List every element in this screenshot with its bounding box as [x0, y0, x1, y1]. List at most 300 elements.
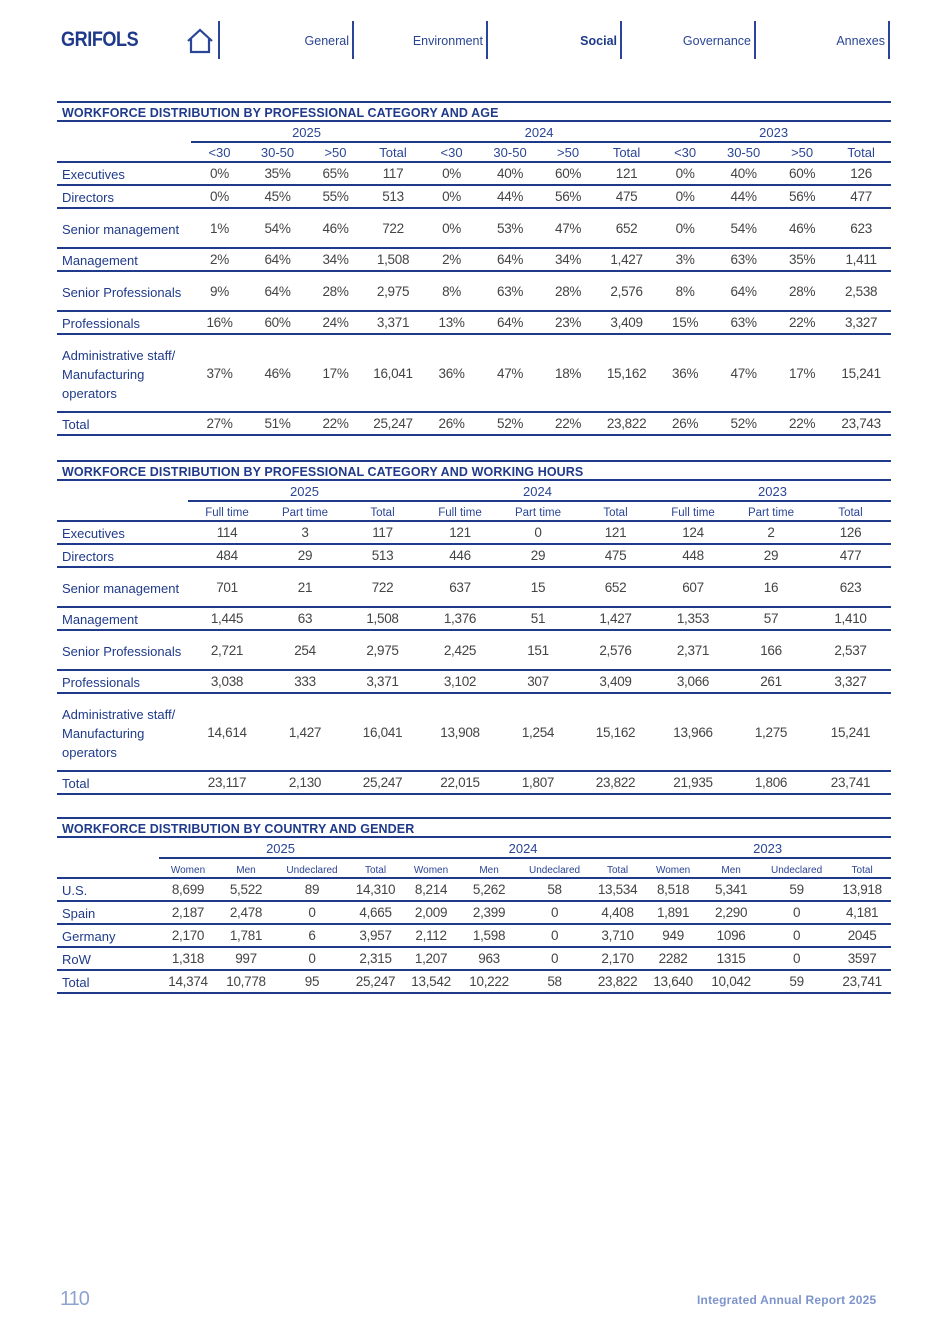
column-header: <30: [208, 145, 231, 160]
table-cell: 949: [644, 924, 702, 947]
table-cell: 46%: [248, 334, 307, 412]
table-cell: 13,966: [654, 693, 732, 771]
column-header: Total: [847, 145, 875, 160]
table-cell: 2,371: [654, 630, 732, 670]
table-cell: 15: [499, 567, 577, 607]
year-header: 2025: [191, 122, 422, 142]
table-cell: 34%: [539, 248, 597, 271]
table-cell: 16,041: [344, 693, 421, 771]
table-cell: 2: [732, 521, 810, 544]
home-icon[interactable]: [185, 28, 215, 54]
year-header: 2024: [421, 481, 654, 501]
table-cell: 0: [760, 947, 833, 970]
table-cell: 51: [499, 607, 577, 630]
table-cell: 22%: [773, 311, 831, 334]
table-cell: 13,908: [421, 693, 499, 771]
table-cell: 2,170: [159, 924, 217, 947]
table-cell: 1,598: [460, 924, 518, 947]
table-cell: 2,009: [402, 901, 460, 924]
row-label: Professionals: [57, 311, 191, 334]
table-cell: 25,247: [344, 771, 421, 794]
table-cell: 1,891: [644, 901, 702, 924]
row-label: Directors: [57, 185, 191, 208]
nav-separator: [620, 21, 622, 59]
table-cell: 2,576: [577, 630, 654, 670]
table-cell: 3,710: [591, 924, 644, 947]
table-cell: 2,290: [702, 901, 760, 924]
nav-environment[interactable]: Environment: [412, 34, 483, 48]
table-cell: 40%: [481, 162, 539, 185]
table-cell: 124: [654, 521, 732, 544]
table-cell: 1%: [191, 208, 248, 248]
column-header: Total: [370, 507, 395, 519]
nav-separator: [486, 21, 488, 59]
row-label: Management: [57, 248, 191, 271]
table-cell: 623: [810, 567, 891, 607]
country-gender-table: [57, 817, 891, 994]
table-cell: 477: [831, 185, 891, 208]
table-cell: 484: [188, 544, 266, 567]
column-header: <30: [440, 145, 463, 160]
column-header: Men: [479, 865, 499, 876]
table-cell: 53%: [481, 208, 539, 248]
table-cell: 37%: [191, 334, 248, 412]
year-header: 2023: [654, 481, 891, 501]
nav-separator: [352, 21, 354, 59]
table-cell: 13,918: [833, 878, 891, 901]
table-row: [57, 630, 891, 670]
table-cell: 1,806: [732, 771, 810, 794]
table-cell: 59: [760, 878, 833, 901]
table-cell: 2,315: [349, 947, 402, 970]
table-cell: 28%: [539, 271, 597, 311]
table-cell: 58: [518, 970, 591, 993]
table-cell: 2,576: [597, 271, 656, 311]
table-cell: 2,721: [188, 630, 266, 670]
table-cell: 34%: [307, 248, 364, 271]
table-cell: 963: [460, 947, 518, 970]
table-cell: 58: [518, 878, 591, 901]
nav-general[interactable]: General: [304, 34, 349, 48]
table-cell: 13,640: [644, 970, 702, 993]
table-cell: 23,117: [188, 771, 266, 794]
table-cell: 27%: [191, 412, 248, 435]
table-cell: 13,534: [591, 878, 644, 901]
table-cell: 51%: [248, 412, 307, 435]
column-header: Total: [364, 865, 387, 876]
table-cell: 55%: [307, 185, 364, 208]
table-cell: 2,187: [159, 901, 217, 924]
table-cell: 2,399: [460, 901, 518, 924]
table-cell: 2,112: [402, 924, 460, 947]
table-cell: 121: [421, 521, 499, 544]
table-cell: 121: [597, 162, 656, 185]
table-cell: 16%: [191, 311, 248, 334]
table-cell: 1,807: [499, 771, 577, 794]
table-cell: 623: [831, 208, 891, 248]
table-cell: 637: [421, 567, 499, 607]
nav-annexes[interactable]: Annexes: [836, 34, 885, 48]
table-cell: 0%: [656, 162, 714, 185]
table-cell: 2,538: [831, 271, 891, 311]
table-cell: 23,822: [577, 771, 654, 794]
row-label: Senior Professionals: [57, 630, 188, 670]
table-cell: 2,537: [810, 630, 891, 670]
table-cell: 23%: [539, 311, 597, 334]
table-row: [57, 567, 891, 607]
row-label: Germany: [57, 924, 159, 947]
table-cell: 1,445: [188, 607, 266, 630]
table-cell: 448: [654, 544, 732, 567]
column-header: >50: [324, 145, 347, 160]
table-cell: 63%: [481, 271, 539, 311]
table-cell: 4,665: [349, 901, 402, 924]
column-header: Undeclared: [286, 865, 338, 876]
table-cell: 333: [266, 670, 344, 693]
row-label: U.S.: [57, 878, 159, 901]
column-header: Full time: [671, 507, 715, 519]
table-cell: 23,822: [597, 412, 656, 435]
row-label: RoW: [57, 947, 159, 970]
table-cell: 0: [760, 924, 833, 947]
table-cell: 28%: [307, 271, 364, 311]
table-cell: 10,042: [702, 970, 760, 993]
table-cell: 64%: [714, 271, 773, 311]
column-header: Total: [603, 507, 628, 519]
table-cell: 2045: [833, 924, 891, 947]
table-cell: 15,162: [577, 693, 654, 771]
table-cell: 0%: [656, 185, 714, 208]
table-cell: 2,130: [266, 771, 344, 794]
table-cell: 1096: [702, 924, 760, 947]
table-title: WORKFORCE DISTRIBUTION BY COUNTRY AND GENDER: [57, 817, 891, 838]
table-cell: 121: [577, 521, 654, 544]
table-cell: 15,241: [831, 334, 891, 412]
table-row: [57, 607, 891, 630]
table-cell: 3,102: [421, 670, 499, 693]
row-label: Administrative staff/ Manufacturing operators: [57, 693, 188, 771]
nav-separator: [888, 21, 890, 59]
column-header: Women: [655, 865, 691, 876]
table-row: [57, 878, 891, 901]
row-label: Professionals: [57, 670, 188, 693]
year-header: 2023: [656, 122, 891, 142]
table-cell: 64%: [248, 248, 307, 271]
table-cell: 2,478: [217, 901, 275, 924]
table-cell: 1,318: [159, 947, 217, 970]
column-header: >50: [557, 145, 580, 160]
table-cell: 52%: [481, 412, 539, 435]
table-row: [57, 947, 891, 970]
row-label: Executives: [57, 162, 191, 185]
table-row: [57, 544, 891, 567]
table-cell: 15,241: [810, 693, 891, 771]
table-cell: 1,508: [364, 248, 422, 271]
table-cell: 1315: [702, 947, 760, 970]
column-header: Full time: [205, 507, 249, 519]
table-cell: 114: [188, 521, 266, 544]
table-cell: 0%: [191, 162, 248, 185]
table-cell: 63%: [714, 248, 773, 271]
table-cell: 0%: [422, 162, 481, 185]
year-header: 2025: [159, 838, 402, 858]
table-cell: 117: [344, 521, 421, 544]
row-label: Total: [57, 771, 188, 794]
row-label: Spain: [57, 901, 159, 924]
row-label: Directors: [57, 544, 188, 567]
nav-separator: [754, 21, 756, 59]
table-cell: 475: [577, 544, 654, 567]
grifols-logo[interactable]: GRIFOLS: [61, 28, 139, 51]
table-cell: 2,425: [421, 630, 499, 670]
table-cell: 22%: [539, 412, 597, 435]
table-row: [57, 334, 891, 412]
table-cell: 13%: [422, 311, 481, 334]
table-cell: 15%: [656, 311, 714, 334]
table-cell: 2%: [191, 248, 248, 271]
table-cell: 3,371: [344, 670, 421, 693]
table-cell: 64%: [481, 248, 539, 271]
table-row: [57, 271, 891, 311]
table-cell: 35%: [773, 248, 831, 271]
table-cell: 1,207: [402, 947, 460, 970]
table-row: [57, 670, 891, 693]
table-cell: 254: [266, 630, 344, 670]
nav-separator: [218, 21, 220, 59]
table-cell: 1,353: [654, 607, 732, 630]
table-row: [57, 970, 891, 993]
table-cell: 17%: [307, 334, 364, 412]
table-cell: 36%: [422, 334, 481, 412]
table-cell: 722: [364, 208, 422, 248]
table-cell: 1,410: [810, 607, 891, 630]
row-label: Executives: [57, 521, 188, 544]
table-cell: 997: [217, 947, 275, 970]
table-cell: 3,327: [831, 311, 891, 334]
table-cell: 8%: [656, 271, 714, 311]
column-header: Part time: [747, 507, 794, 519]
table-row: [57, 521, 891, 544]
table-cell: 56%: [539, 185, 597, 208]
column-header: Total: [607, 865, 629, 876]
table-cell: 8%: [422, 271, 481, 311]
nav-social[interactable]: Social: [580, 34, 617, 48]
table-cell: 3%: [656, 248, 714, 271]
table-cell: 29: [732, 544, 810, 567]
table-cell: 44%: [481, 185, 539, 208]
table-cell: 23,743: [831, 412, 891, 435]
table-cell: 1,427: [597, 248, 656, 271]
table-cell: 8,699: [159, 878, 217, 901]
table-title: WORKFORCE DISTRIBUTION BY PROFESSIONAL CATEGORY AND WORKING HOURS: [57, 460, 891, 481]
table-cell: 1,427: [266, 693, 344, 771]
column-header: 30-50: [260, 145, 295, 160]
table-cell: 513: [364, 185, 422, 208]
row-label: Senior management: [57, 208, 191, 248]
column-header: Undeclared: [771, 865, 823, 876]
table-cell: 0%: [422, 185, 481, 208]
table-cell: 151: [499, 630, 577, 670]
table-cell: 46%: [773, 208, 831, 248]
table-cell: 652: [597, 208, 656, 248]
table-cell: 4,408: [591, 901, 644, 924]
table-cell: 35%: [248, 162, 307, 185]
table-cell: 0%: [656, 208, 714, 248]
table-cell: 23,741: [810, 771, 891, 794]
table-cell: 21,935: [654, 771, 732, 794]
table-cell: 22,015: [421, 771, 499, 794]
table-cell: 4,181: [833, 901, 891, 924]
table-cell: 0: [499, 521, 577, 544]
column-header: Undeclared: [528, 865, 581, 876]
table-cell: 3,066: [654, 670, 732, 693]
column-header: Men: [721, 865, 741, 876]
table-cell: 14,614: [188, 693, 266, 771]
row-label: Senior management: [57, 567, 188, 607]
table-cell: 47%: [714, 334, 773, 412]
table-cell: 1,275: [732, 693, 810, 771]
table-cell: 45%: [248, 185, 307, 208]
table-cell: 63: [266, 607, 344, 630]
table-cell: 0: [275, 947, 349, 970]
column-header: Men: [236, 865, 256, 876]
table-cell: 3: [266, 521, 344, 544]
table-cell: 2282: [644, 947, 702, 970]
column-header: Total: [612, 145, 641, 160]
table-cell: 14,310: [349, 878, 402, 901]
table-cell: 1,781: [217, 924, 275, 947]
table-cell: 9%: [191, 271, 248, 311]
table-row: [57, 162, 891, 185]
table-cell: 2,975: [364, 271, 422, 311]
table-cell: 44%: [714, 185, 773, 208]
column-header: Total: [838, 507, 863, 519]
table-cell: 28%: [773, 271, 831, 311]
table-row: [57, 412, 891, 435]
table-cell: 46%: [307, 208, 364, 248]
age-distribution-table: [57, 101, 891, 436]
table-cell: 24%: [307, 311, 364, 334]
column-header: Total: [851, 865, 873, 876]
table-cell: 54%: [714, 208, 773, 248]
table-cell: 60%: [773, 162, 831, 185]
table-title: WORKFORCE DISTRIBUTION BY PROFESSIONAL CATEGORY AND AGE: [57, 101, 891, 122]
row-label: Total: [57, 970, 159, 993]
row-label: Administrative staff/ Manufacturing operators: [57, 334, 191, 412]
table-row: [57, 311, 891, 334]
table-cell: 446: [421, 544, 499, 567]
table-cell: 607: [654, 567, 732, 607]
table-cell: 722: [344, 567, 421, 607]
table-cell: 3,371: [364, 311, 422, 334]
table-cell: 2%: [422, 248, 481, 271]
table-cell: 16,041: [364, 334, 422, 412]
table-cell: 6: [275, 924, 349, 947]
table-cell: 3,327: [810, 670, 891, 693]
table-cell: 0: [518, 947, 591, 970]
table-cell: 47%: [481, 334, 539, 412]
table-cell: 47%: [539, 208, 597, 248]
table-cell: 54%: [248, 208, 307, 248]
column-header: Women: [413, 865, 449, 876]
table-row: [57, 208, 891, 248]
table-cell: 59: [760, 970, 833, 993]
table-cell: 1,411: [831, 248, 891, 271]
table-cell: 5,522: [217, 878, 275, 901]
table-cell: 18%: [539, 334, 597, 412]
table-cell: 2,170: [591, 947, 644, 970]
year-header: 2024: [422, 122, 656, 142]
table-cell: 1,508: [344, 607, 421, 630]
column-header: Full time: [438, 507, 482, 519]
column-header: Women: [170, 865, 206, 876]
table-cell: 0%: [422, 208, 481, 248]
row-label: Management: [57, 607, 188, 630]
table-cell: 22%: [307, 412, 364, 435]
table-cell: 3,409: [597, 311, 656, 334]
table-cell: 5,262: [460, 878, 518, 901]
table-cell: 63%: [714, 311, 773, 334]
table-cell: 64%: [248, 271, 307, 311]
working-hours-table: [57, 460, 891, 795]
table-cell: 0: [518, 901, 591, 924]
table-cell: 3,038: [188, 670, 266, 693]
table-cell: 8,518: [644, 878, 702, 901]
table-cell: 10,778: [217, 970, 275, 993]
table-cell: 3597: [833, 947, 891, 970]
table-cell: 26%: [656, 412, 714, 435]
table-cell: 3,409: [577, 670, 654, 693]
table-cell: 0: [275, 901, 349, 924]
table-row: [57, 185, 891, 208]
table-cell: 57: [732, 607, 810, 630]
table-cell: 29: [266, 544, 344, 567]
column-header: Part time: [514, 507, 561, 519]
column-header: Part time: [281, 507, 328, 519]
table-cell: 5,341: [702, 878, 760, 901]
table-cell: 307: [499, 670, 577, 693]
table-cell: 3,957: [349, 924, 402, 947]
year-header: 2023: [644, 838, 891, 858]
table-cell: 22%: [773, 412, 831, 435]
nav-governance[interactable]: Governance: [682, 34, 751, 48]
table-cell: 60%: [539, 162, 597, 185]
table-cell: 16: [732, 567, 810, 607]
report-name: Integrated Annual Report 2025: [697, 1293, 877, 1307]
table-cell: 2,975: [344, 630, 421, 670]
table-cell: 10,222: [460, 970, 518, 993]
table-cell: 52%: [714, 412, 773, 435]
table-row: [57, 248, 891, 271]
table-row: [57, 771, 891, 794]
table-cell: 13,542: [402, 970, 460, 993]
table-cell: 0: [518, 924, 591, 947]
table-cell: 126: [810, 521, 891, 544]
year-header: 2024: [402, 838, 644, 858]
table-cell: 8,214: [402, 878, 460, 901]
table-cell: 25,247: [364, 412, 422, 435]
table-cell: 475: [597, 185, 656, 208]
table-row: [57, 693, 891, 771]
page-number: 110: [60, 1288, 89, 1310]
table-cell: 477: [810, 544, 891, 567]
table-cell: 117: [364, 162, 422, 185]
table-cell: 166: [732, 630, 810, 670]
table-cell: 21: [266, 567, 344, 607]
table-cell: 23,822: [591, 970, 644, 993]
table-cell: 40%: [714, 162, 773, 185]
table-cell: 64%: [481, 311, 539, 334]
